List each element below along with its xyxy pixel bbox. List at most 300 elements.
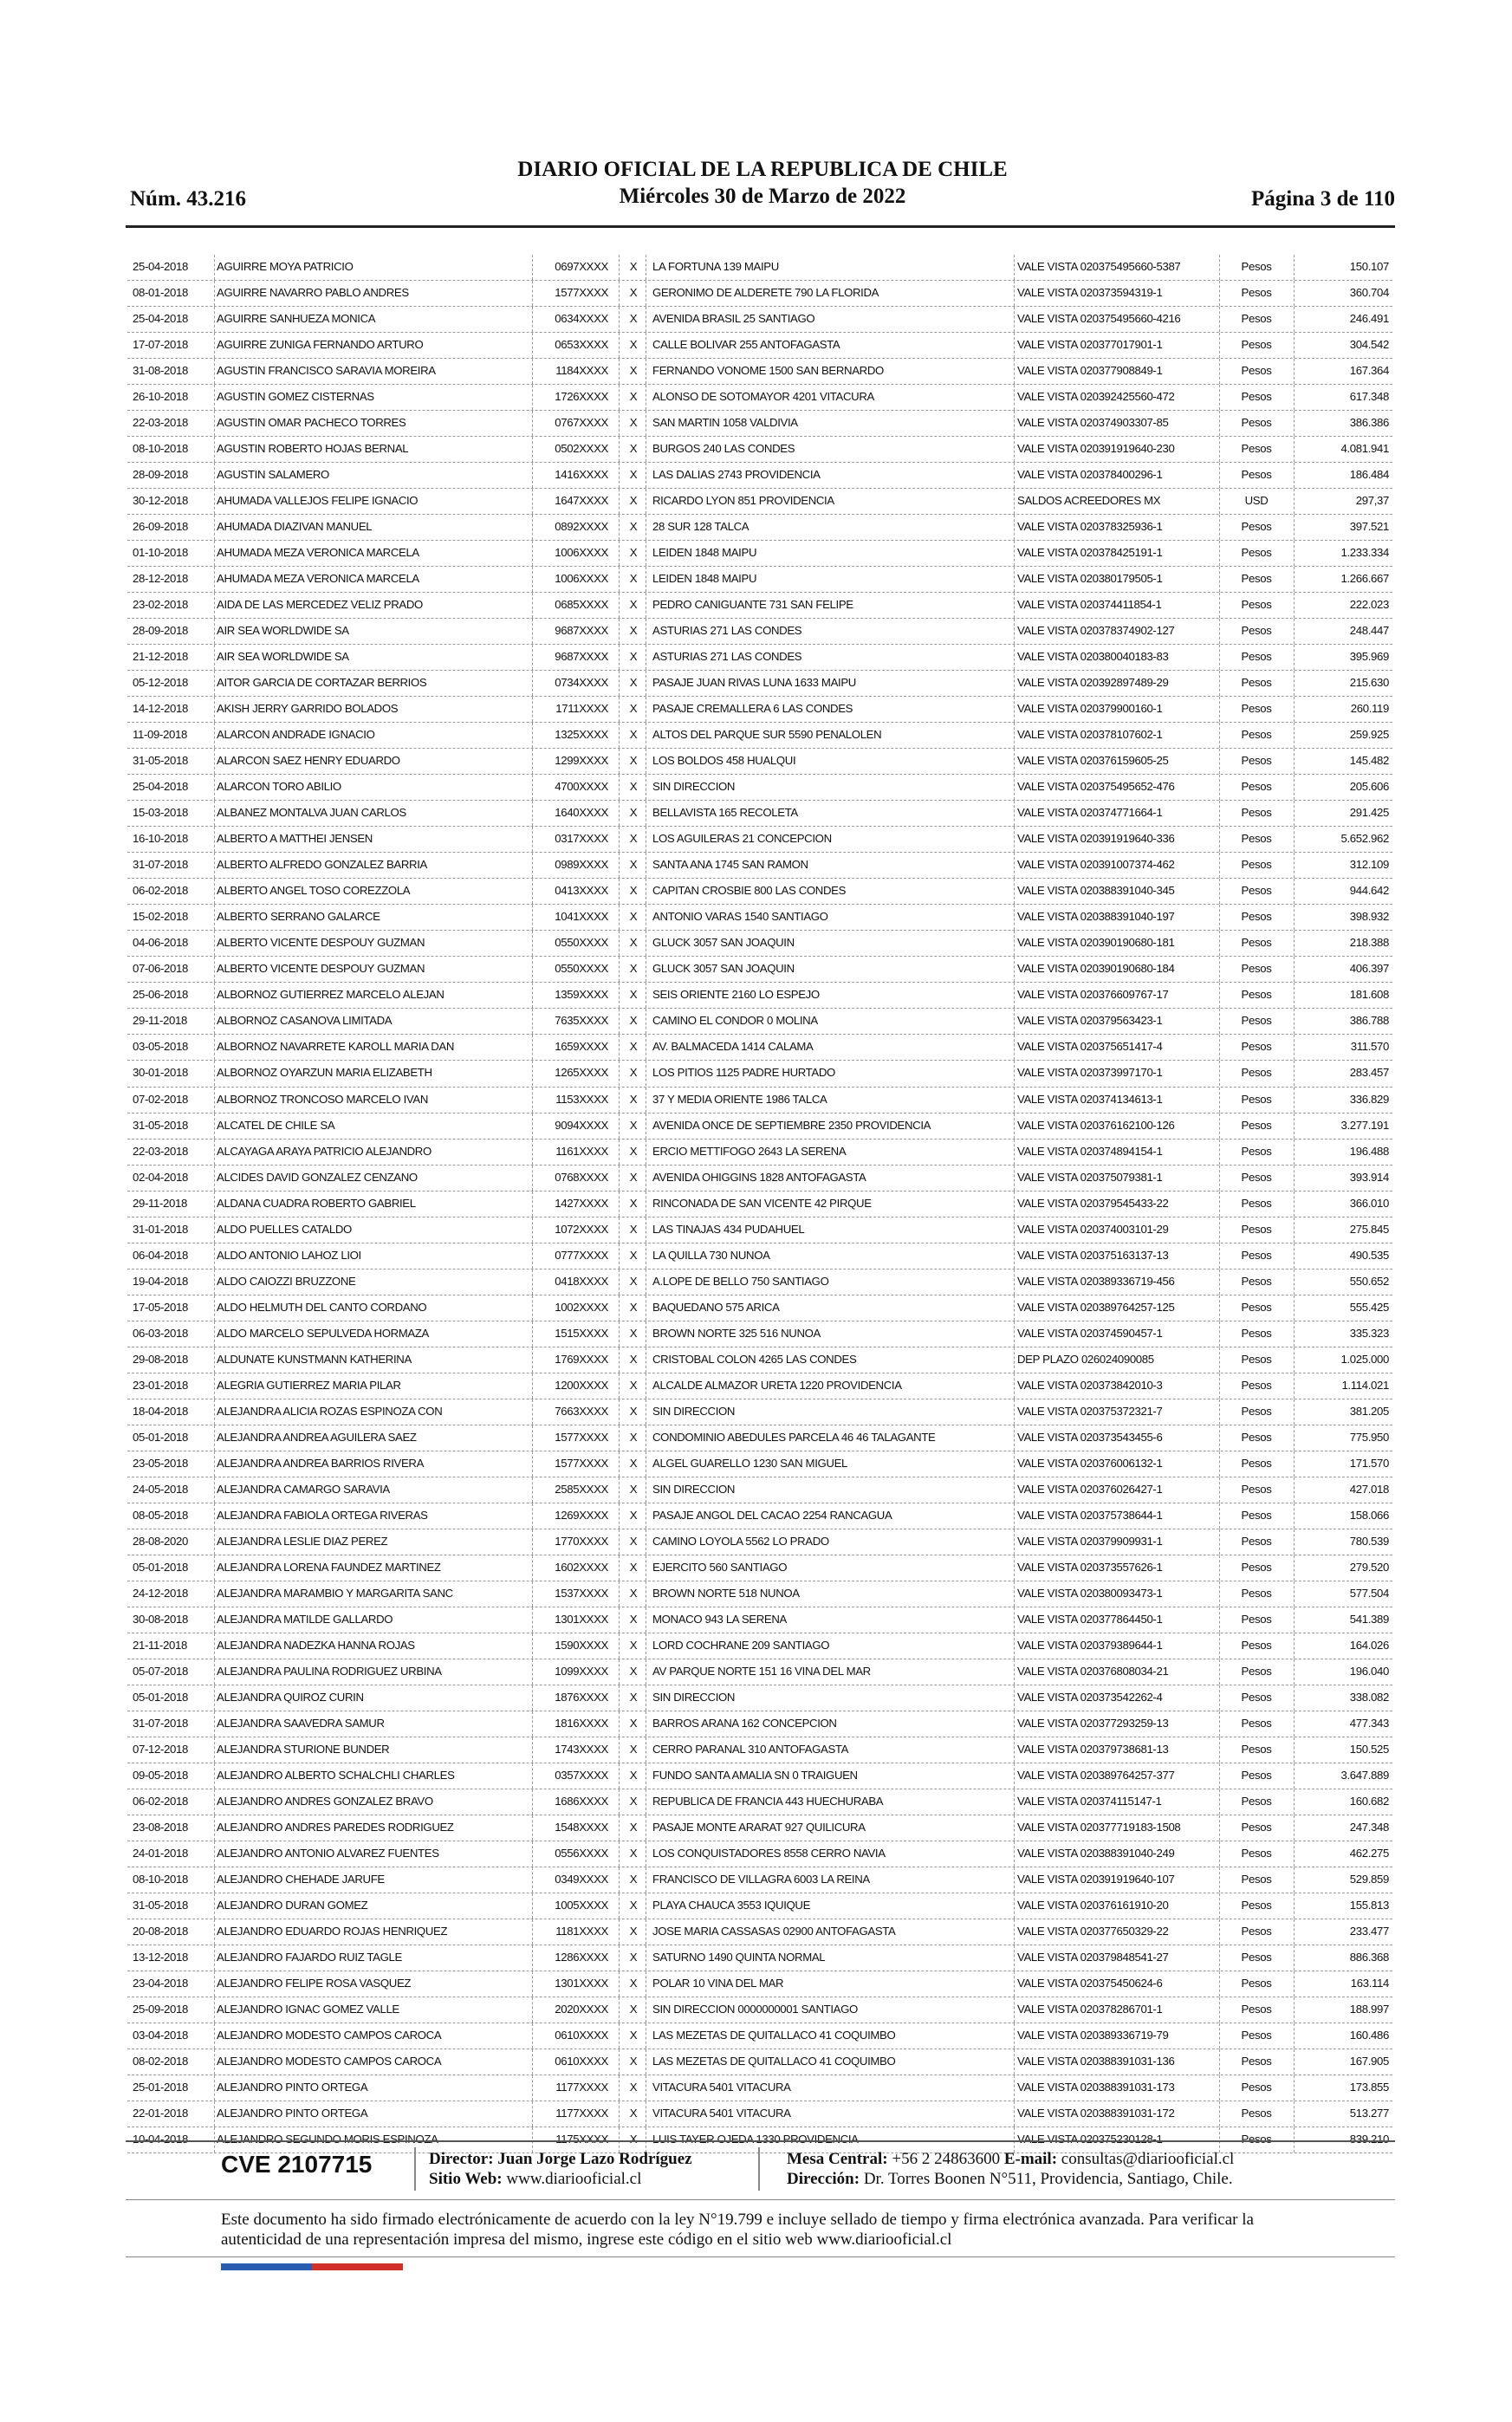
column-divider (214, 437, 215, 462)
cell-date: 31-07-2018 (133, 858, 188, 872)
cell-address: LAS MEZETAS DE QUITALLACO 41 COQUIMBO (652, 2029, 896, 2042)
cell-mark: X (629, 1977, 638, 1990)
column-divider (214, 1399, 215, 1425)
cell-currency: Pesos (1241, 1456, 1272, 1470)
cell-name: ALCATEL DE CHILE SA (217, 1118, 335, 1132)
cell-currency: Pesos (1241, 1846, 1272, 1860)
flag-blue-stripe (221, 2263, 312, 2270)
cell-address: ASTURIAS 271 LAS CONDES (652, 650, 802, 664)
column-divider (1294, 1841, 1295, 1867)
cell-amount: 944.642 (1349, 884, 1389, 898)
column-divider (1219, 1581, 1220, 1607)
cell-name: ALEJANDRO MODESTO CAMPOS CAROCA (217, 2055, 442, 2068)
cell-address: 37 Y MEDIA ORIENTE 1986 TALCA (652, 1092, 827, 1106)
column-divider (1294, 1685, 1295, 1711)
column-divider (1294, 1192, 1295, 1217)
column-divider (1294, 983, 1295, 1008)
cell-document: VALE VISTA 020374771664-1 (1017, 806, 1163, 820)
column-divider (1219, 1529, 1220, 1555)
cell-address: BARROS ARANA 162 CONCEPCION (652, 1716, 837, 1730)
cell-date: 21-11-2018 (133, 1638, 187, 1652)
column-divider (214, 1737, 215, 1763)
cell-rut: 1299XXXX (555, 754, 608, 768)
cell-date: 18-04-2018 (133, 1404, 188, 1418)
cell-currency: Pesos (1241, 416, 1272, 430)
column-divider (1219, 463, 1220, 488)
table-row (127, 1243, 1392, 1269)
footer-contact-block (787, 2149, 1234, 2189)
cell-mark: X (629, 546, 638, 560)
column-divider (619, 1633, 620, 1659)
table-row (127, 1893, 1392, 1919)
cell-amount: 490.535 (1349, 1248, 1389, 1262)
cell-document: VALE VISTA 020373543455-6 (1017, 1430, 1163, 1444)
cell-amount: 215.630 (1349, 676, 1389, 690)
cell-document: VALE VISTA 020380040183-83 (1017, 650, 1169, 664)
cell-rut: 1006XXXX (555, 546, 608, 560)
cell-document: VALE VISTA 020389336719-79 (1017, 2029, 1169, 2042)
column-divider (619, 1347, 620, 1373)
cell-amount: 160.682 (1349, 1794, 1389, 1808)
cell-mark: X (629, 1951, 638, 1964)
cell-currency: Pesos (1241, 572, 1272, 586)
email-link[interactable]: consultas@diariooficial.cl (1061, 2150, 1235, 2168)
column-divider (1014, 1919, 1015, 1945)
column-divider (532, 255, 533, 280)
column-divider (1014, 541, 1015, 566)
cell-name: ALARCON TORO ABILIO (217, 780, 341, 794)
column-divider (214, 1555, 215, 1581)
column-divider (214, 1633, 215, 1659)
cell-currency: Pesos (1241, 286, 1272, 300)
cell-date: 23-02-2018 (133, 598, 188, 612)
cell-document: VALE VISTA 020388391040-197 (1017, 910, 1175, 924)
column-divider (214, 827, 215, 852)
cell-document: VALE VISTA 020376159605-25 (1017, 754, 1169, 768)
cell-rut: 0550XXXX (555, 962, 608, 976)
column-divider (619, 983, 620, 1008)
column-divider (1294, 1035, 1295, 1060)
cell-date: 28-09-2018 (133, 624, 188, 638)
cell-name: ALDO PUELLES CATALDO (217, 1222, 352, 1236)
cell-rut: 0357XXXX (555, 1768, 608, 1782)
column-divider (1014, 1607, 1015, 1633)
column-divider (1014, 2023, 1015, 2049)
cell-document: VALE VISTA 020379545433-22 (1017, 1196, 1169, 1210)
column-divider (532, 1867, 533, 1893)
column-divider (1294, 853, 1295, 878)
cell-address: ALGEL GUARELLO 1230 SAN MIGUEL (652, 1456, 848, 1470)
column-divider (532, 1685, 533, 1711)
table-row (127, 1166, 1392, 1192)
cell-document: VALE VISTA 020374894154-1 (1017, 1144, 1163, 1158)
cell-rut: 0892XXXX (555, 520, 608, 534)
cell-name: AHUMADA VALLEJOS FELIPE IGNACIO (217, 494, 419, 508)
column-divider (214, 1919, 215, 1945)
cell-name: ALEJANDRA CAMARGO SARAVIA (217, 1482, 390, 1496)
column-divider (619, 1088, 620, 1113)
cell-address: LEIDEN 1848 MAIPU (652, 546, 757, 560)
cell-amount: 196.040 (1349, 1664, 1389, 1678)
cell-rut: 0556XXXX (555, 1846, 608, 1860)
cell-rut: 1072XXXX (555, 1222, 608, 1236)
column-divider (214, 385, 215, 410)
cell-document: VALE VISTA 020377864450-1 (1017, 1612, 1163, 1626)
cell-amount: 163.114 (1350, 1977, 1389, 1990)
cell-amount: 3.647.889 (1340, 1768, 1389, 1782)
cell-document: VALE VISTA 020391919640-107 (1017, 1872, 1175, 1886)
column-divider (1219, 1321, 1220, 1347)
column-divider (1294, 749, 1295, 774)
column-divider (1294, 1945, 1295, 1971)
cell-mark: X (629, 780, 638, 794)
cell-address: BURGOS 240 LAS CONDES (652, 442, 795, 456)
cell-address: ASTURIAS 271 LAS CONDES (652, 624, 802, 638)
column-divider (1014, 957, 1015, 982)
cell-name: ALEJANDRA NADEZKA HANNA ROJAS (217, 1638, 415, 1652)
cell-currency: Pesos (1241, 1742, 1272, 1756)
column-divider (1294, 359, 1295, 384)
cell-mark: X (629, 2107, 638, 2120)
cell-document: VALE VISTA 020376609767-17 (1017, 988, 1169, 1002)
cell-document: VALE VISTA 020376006132-1 (1017, 1456, 1163, 1470)
cell-currency: Pesos (1241, 676, 1272, 690)
column-divider (214, 1140, 215, 1165)
column-divider (1014, 801, 1015, 826)
column-divider (214, 1035, 215, 1060)
column-divider (532, 1295, 533, 1321)
table-row (127, 827, 1392, 853)
cell-address: BELLAVISTA 165 RECOLETA (652, 806, 798, 820)
cell-document: VALE VISTA 020375230128-1 (1017, 2133, 1163, 2146)
cell-mark: X (629, 728, 638, 742)
cell-address: ALONSO DE SOTOMAYOR 4201 VITACURA (652, 390, 874, 404)
cell-address: POLAR 10 VINA DEL MAR (652, 1977, 784, 1990)
column-divider (214, 1321, 215, 1347)
column-divider (619, 671, 620, 696)
cell-document: VALE VISTA 020380093473-1 (1017, 1586, 1163, 1600)
column-divider (619, 1477, 620, 1503)
cell-rut: 1177XXXX (555, 2107, 608, 2120)
cell-rut: 1711XXXX (555, 702, 608, 716)
cell-amount: 886.368 (1349, 1951, 1389, 1964)
cell-rut: 1640XXXX (555, 806, 608, 820)
column-divider (1294, 775, 1295, 800)
cell-document: VALE VISTA 020388391031-173 (1017, 2081, 1175, 2094)
column-divider (532, 1529, 533, 1555)
column-divider (532, 333, 533, 358)
column-divider (532, 1815, 533, 1841)
cell-name: ALEJANDRA MATILDE GALLARDO (217, 1612, 393, 1626)
column-divider (619, 619, 620, 644)
table-row (127, 1555, 1392, 1581)
column-divider (1294, 1088, 1295, 1113)
cell-mark: X (629, 1378, 638, 1392)
column-divider (1294, 1477, 1295, 1503)
cell-address: FRANCISCO DE VILLAGRA 6003 LA REINA (652, 1872, 870, 1886)
cell-name: ALBORNOZ GUTIERREZ MARCELO ALEJAN (217, 988, 445, 1002)
column-divider (1014, 1815, 1015, 1841)
cell-name: ALBORNOZ OYARZUN MARIA ELIZABETH (217, 1066, 432, 1080)
column-divider (214, 775, 215, 800)
cell-currency: Pesos (1241, 650, 1272, 664)
column-divider (214, 463, 215, 488)
cell-address: SIN DIRECCION (652, 1482, 736, 1496)
cell-currency: USD (1244, 494, 1269, 508)
cell-name: AGUSTIN ROBERTO HOJAS BERNAL (217, 442, 409, 456)
column-divider (1014, 1789, 1015, 1815)
column-divider (532, 983, 533, 1008)
column-divider (619, 1243, 620, 1269)
cell-currency: Pesos (1241, 1612, 1272, 1626)
cell-date: 03-05-2018 (133, 1040, 188, 1054)
cell-document: VALE VISTA 020390190680-184 (1017, 962, 1175, 976)
cell-address: REPUBLICA DE FRANCIA 443 HUECHURABA (652, 1794, 884, 1808)
column-divider (619, 255, 620, 280)
cell-mark: X (629, 1664, 638, 1678)
table-row (127, 1867, 1392, 1893)
cell-rut: 4700XXXX (555, 780, 608, 794)
cell-date: 03-04-2018 (133, 2029, 188, 2042)
site-link[interactable]: www.diariooficial.cl (506, 2170, 642, 2188)
column-divider (619, 281, 620, 306)
cell-name: ALEJANDRO IGNAC GOMEZ VALLE (217, 2003, 399, 2016)
cell-document: VALE VISTA 020376808034-21 (1017, 1664, 1169, 1678)
cell-date: 07-06-2018 (133, 962, 188, 976)
cell-date: 07-12-2018 (133, 1742, 188, 1756)
column-divider (1294, 1503, 1295, 1529)
column-divider (214, 879, 215, 904)
cell-mark: X (629, 494, 638, 508)
column-divider (619, 1009, 620, 1034)
cell-name: ALDO CAIOZZI BRUZZONE (217, 1274, 356, 1288)
column-divider (532, 1243, 533, 1269)
column-divider (214, 671, 215, 696)
cell-mark: X (629, 1404, 638, 1418)
column-divider (1014, 1269, 1015, 1295)
table-row (127, 593, 1392, 619)
cell-name: ALEJANDRO PINTO ORTEGA (217, 2081, 368, 2094)
cell-date: 31-05-2018 (133, 1118, 188, 1132)
cell-mark: X (629, 702, 638, 716)
column-divider (532, 1555, 533, 1581)
column-divider (1219, 567, 1220, 592)
column-divider (532, 1711, 533, 1737)
cell-currency: Pesos (1241, 1482, 1272, 1496)
column-divider (532, 281, 533, 306)
cell-address: ERCIO METTIFOGO 2643 LA SERENA (652, 1144, 847, 1158)
cell-name: ALEJANDRO ANDRES PAREDES RODRIGUEZ (217, 1820, 454, 1834)
column-divider (619, 1399, 620, 1425)
cell-document: VALE VISTA 020378286701-1 (1017, 2003, 1163, 2016)
cell-address: VITACURA 5401 VITACURA (652, 2081, 791, 2094)
table-row (127, 255, 1392, 281)
column-divider (214, 411, 215, 436)
column-divider (532, 1061, 533, 1086)
column-divider (532, 1763, 533, 1789)
cell-rut: 1301XXXX (555, 1977, 608, 1990)
cell-mark: X (629, 598, 638, 612)
cell-mark: X (629, 910, 638, 924)
table-row (127, 1997, 1392, 2023)
column-divider (619, 1737, 620, 1763)
cell-address: CAMINO LOYOLA 5562 LO PRADO (652, 1534, 829, 1548)
cell-address: SIN DIRECCION (652, 1404, 736, 1418)
cell-document: VALE VISTA 020376161910-20 (1017, 1898, 1169, 1912)
column-divider (1014, 723, 1015, 748)
cell-name: ALEJANDRA ANDREA AGUILERA SAEZ (217, 1430, 417, 1444)
table-row (127, 1763, 1392, 1789)
column-divider (214, 957, 215, 982)
column-divider (1219, 2023, 1220, 2049)
cell-currency: Pesos (1241, 1326, 1272, 1340)
cell-mark: X (629, 832, 638, 846)
cell-address: FERNANDO VONOME 1500 SAN BERNARDO (652, 364, 884, 378)
column-divider (532, 1088, 533, 1113)
cell-document: VALE VISTA 020379563423-1 (1017, 1014, 1163, 1028)
column-divider (1219, 1763, 1220, 1789)
column-divider (1014, 931, 1015, 956)
cell-amount: 222.023 (1349, 598, 1389, 612)
cell-rut: 0413XXXX (555, 884, 608, 898)
table-row (127, 1061, 1392, 1087)
column-divider (214, 645, 215, 670)
header-divider (126, 225, 1395, 228)
cell-rut: 1286XXXX (555, 1951, 608, 1964)
table-row (127, 1347, 1392, 1373)
footer-divider (126, 2140, 1395, 2142)
column-divider (619, 1373, 620, 1399)
column-divider (1014, 1166, 1015, 1191)
column-divider (214, 1269, 215, 1295)
column-divider (1014, 1971, 1015, 1997)
cell-currency: Pesos (1241, 1977, 1272, 1990)
column-divider (1294, 905, 1295, 930)
director-label: Director: (429, 2150, 494, 2168)
cell-document: VALE VISTA 020373542262-4 (1017, 1690, 1163, 1704)
table-row (127, 567, 1392, 593)
cell-address: PASAJE JUAN RIVAS LUNA 1633 MAIPU (652, 676, 856, 690)
cell-mark: X (629, 1846, 638, 1860)
cell-amount: 259.925 (1349, 728, 1389, 742)
cell-rut: 0989XXXX (555, 858, 608, 872)
cell-rut: 2020XXXX (555, 2003, 608, 2016)
column-divider (1219, 515, 1220, 540)
cell-currency: Pesos (1241, 1092, 1272, 1106)
cell-mark: X (629, 858, 638, 872)
table-row (127, 749, 1392, 775)
site-label: Sitio Web: (429, 2170, 503, 2188)
cell-name: ALBANEZ MONTALVA JUAN CARLOS (217, 806, 406, 820)
cell-rut: 7663XXXX (555, 1404, 608, 1418)
column-divider (1294, 541, 1295, 566)
cell-date: 22-01-2018 (133, 2107, 188, 2120)
cell-document: DEP PLAZO 026024090085 (1017, 1352, 1154, 1366)
column-divider (619, 1893, 620, 1919)
column-divider (1014, 1685, 1015, 1711)
column-divider (214, 1009, 215, 1034)
cell-date: 21-12-2018 (133, 650, 188, 664)
cell-currency: Pesos (1241, 1534, 1272, 1548)
column-divider (532, 437, 533, 462)
cell-mark: X (629, 1144, 638, 1158)
cell-rut: 1769XXXX (555, 1352, 608, 1366)
cell-amount: 1.025.000 (1340, 1352, 1389, 1366)
cell-mark: X (629, 1586, 638, 1600)
table-row (127, 1919, 1392, 1945)
column-divider (1014, 1451, 1015, 1477)
cell-currency: Pesos (1241, 2081, 1272, 2094)
cell-currency: Pesos (1241, 2055, 1272, 2068)
cell-name: ALEJANDRO ALBERTO SCHALCHLI CHARLES (217, 1768, 455, 1782)
cell-rut: 0317XXXX (555, 832, 608, 846)
cell-name: ALBERTO A MATTHEI JENSEN (217, 832, 373, 846)
column-divider (619, 1607, 620, 1633)
column-divider (1294, 1997, 1295, 2023)
cell-address: LOS PITIOS 1125 PADRE HURTADO (652, 1066, 835, 1080)
table-row (127, 1269, 1392, 1295)
cell-amount: 188.997 (1349, 2003, 1389, 2016)
column-divider (532, 1399, 533, 1425)
cell-document: VALE VISTA 020375495660-5387 (1017, 260, 1181, 273)
cell-amount: 297,37 (1355, 494, 1389, 508)
cell-mark: X (629, 520, 638, 534)
cell-currency: Pesos (1241, 988, 1272, 1002)
column-divider (619, 2075, 620, 2101)
cell-date: 31-07-2018 (133, 1716, 188, 1730)
column-divider (1219, 1477, 1220, 1503)
cell-amount: 398.932 (1349, 910, 1389, 924)
table-row (127, 2075, 1392, 2101)
column-divider (1014, 1347, 1015, 1373)
cell-document: VALE VISTA 020373842010-3 (1017, 1378, 1163, 1392)
cell-currency: Pesos (1241, 1951, 1272, 1964)
cell-address: AVENIDA BRASIL 25 SANTIAGO (652, 312, 815, 326)
table-row (127, 1114, 1392, 1140)
column-divider (1219, 593, 1220, 618)
cell-date: 25-06-2018 (133, 988, 188, 1002)
cell-date: 22-03-2018 (133, 416, 188, 430)
cell-rut: 1006XXXX (555, 572, 608, 586)
cell-mark: X (629, 806, 638, 820)
cell-currency: Pesos (1241, 754, 1272, 768)
cell-amount: 550.652 (1349, 1274, 1389, 1288)
column-divider (1014, 515, 1015, 540)
column-divider (214, 1192, 215, 1217)
table-row (127, 905, 1392, 931)
column-divider (214, 1347, 215, 1373)
table-row (127, 801, 1392, 827)
column-divider (1219, 1815, 1220, 1841)
table-row (127, 1192, 1392, 1217)
cell-currency: Pesos (1241, 1248, 1272, 1262)
cell-date: 23-04-2018 (133, 1977, 188, 1990)
column-divider (1294, 1607, 1295, 1633)
cell-mark: X (629, 416, 638, 430)
cell-amount: 1.114.021 (1341, 1378, 1389, 1392)
cell-address: BROWN NORTE 518 NUNOA (652, 1586, 800, 1600)
cell-amount: 477.343 (1349, 1716, 1389, 1730)
cell-rut: 0734XXXX (555, 676, 608, 690)
column-divider (532, 1477, 533, 1503)
column-divider (1219, 359, 1220, 384)
cell-name: AGUSTIN FRANCISCO SARAVIA MOREIRA (217, 364, 436, 378)
cell-date: 07-02-2018 (133, 1092, 188, 1106)
cell-currency: Pesos (1241, 364, 1272, 378)
cell-mark: X (629, 2029, 638, 2042)
column-divider (1014, 697, 1015, 722)
column-divider (1014, 2075, 1015, 2101)
